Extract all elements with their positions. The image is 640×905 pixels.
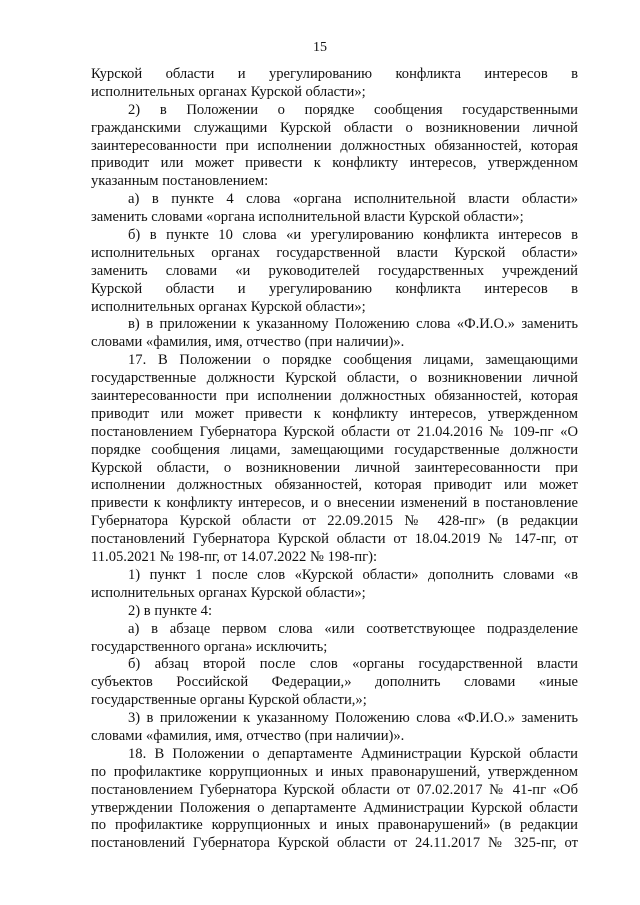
text-line: субъектов Российской Федерации,» дополнить словами «иные xyxy=(91,674,578,691)
text-line: б) абзац второй после слов «органы государственной власти xyxy=(128,656,578,673)
text-line: а) в пункте 4 слова «органа исполнительной власти области» xyxy=(128,191,578,208)
text-line: указанным постановлением: xyxy=(91,173,269,190)
text-line: Курской области, о возникновении личной заинтересованности при xyxy=(91,459,578,476)
text-line: исполнительных органах Курской области»; xyxy=(91,298,366,315)
text-line: утверждении Положения о департаменте Администрации Курской области xyxy=(91,799,578,816)
text-line: исполнительных органах государственной власти Курской области» xyxy=(91,244,578,261)
text-line: исполнительных органах Курской области»; xyxy=(91,83,366,100)
text-line: заинтересованности при исполнении должностных обязанностей, которая xyxy=(91,388,578,405)
text-line: 1) пункт 1 после слов «Курской области» дополнить словами «в xyxy=(128,566,578,583)
text-line: Курской области и урегулированию конфликта интересов в xyxy=(91,66,578,82)
text-line: б) в пункте 10 слова «и урегулированию конфликта интересов в xyxy=(128,227,578,244)
text-line: государственные органы Курской области,»; xyxy=(91,692,367,709)
page-number: 15 xyxy=(313,40,327,55)
text-line: 17. В Положении о порядке сообщения лицами, замещающими xyxy=(128,352,578,369)
text-line: гражданскими служащими Курской области о возникновении личной xyxy=(91,119,578,136)
text-line: порядке сообщения лицами, замещающими государственные должности xyxy=(91,441,578,458)
text-line: заменить словами «органа исполнительной власти Курской области»; xyxy=(91,209,524,226)
document-body xyxy=(91,66,578,853)
text-line: Курской области и урегулированию конфликта интересов в xyxy=(91,280,578,297)
text-line: заинтересованности при исполнении должностных обязанностей, которая xyxy=(91,137,578,154)
text-line: 11.05.2021 № 198-пг, от 14.07.2022 № 198-пг): xyxy=(91,549,378,566)
text-line: в) в приложении к указанному Положению слова «Ф.И.О.» заменить xyxy=(128,316,578,333)
text-line: постановлений Губернатора Курской области от 24.11.2017 № 325-пг, от xyxy=(91,835,578,852)
text-line: государственные должности Курской области, о возникновении личной xyxy=(91,370,578,387)
text-line: привести к конфликту интересов, и о внесении изменений в постановление xyxy=(91,495,578,512)
text-line: постановлений Губернатора Курской области от 18.04.2019 № 147-пг, от xyxy=(91,531,578,548)
text-line: 2) в Положении о порядке сообщения государственными xyxy=(128,101,578,118)
text-line: постановлением Губернатора Курской области от 21.04.2016 № 109-пг «О xyxy=(91,423,578,440)
text-line: 3) в приложении к указанному Положению слова «Ф.И.О.» заменить xyxy=(128,710,578,727)
text-line: Губернатора Курской области от 22.09.2015 № 428-пг» (в редакции xyxy=(91,513,578,530)
text-line: словами «фамилия, имя, отчество (при наличии)». xyxy=(91,727,405,744)
text-line: 2) в пункте 4: xyxy=(128,602,213,619)
text-line: приводит или может привести к конфликту интересов, утвержденном xyxy=(91,405,578,422)
text-line: словами «фамилия, имя, отчество (при наличии)». xyxy=(91,334,405,351)
text-line: заменить словами «и руководителей государственных учреждений xyxy=(91,262,578,279)
text-line: а) в абзаце первом слова «или соответствующее подразделение xyxy=(128,620,578,637)
text-line: исполнительных органах Курской области»; xyxy=(91,584,366,601)
text-line: постановлением Губернатора Курской области от 07.02.2017 № 41-пг «Об xyxy=(91,781,578,798)
text-line: государственного органа» исключить; xyxy=(91,638,328,655)
text-line: приводит или может привести к конфликту интересов, утвержденном xyxy=(91,155,578,172)
text-line: 18. В Положении о департаменте Администрации Курской области xyxy=(128,745,578,762)
text-line: по профилактике коррупционных и иных правонарушений» (в редакции xyxy=(91,817,578,834)
text-line: по профилактике коррупционных и иных правонарушений, утвержденном xyxy=(91,763,578,780)
text-line: исполнении должностных обязанностей, которая приводит или может xyxy=(91,477,578,494)
